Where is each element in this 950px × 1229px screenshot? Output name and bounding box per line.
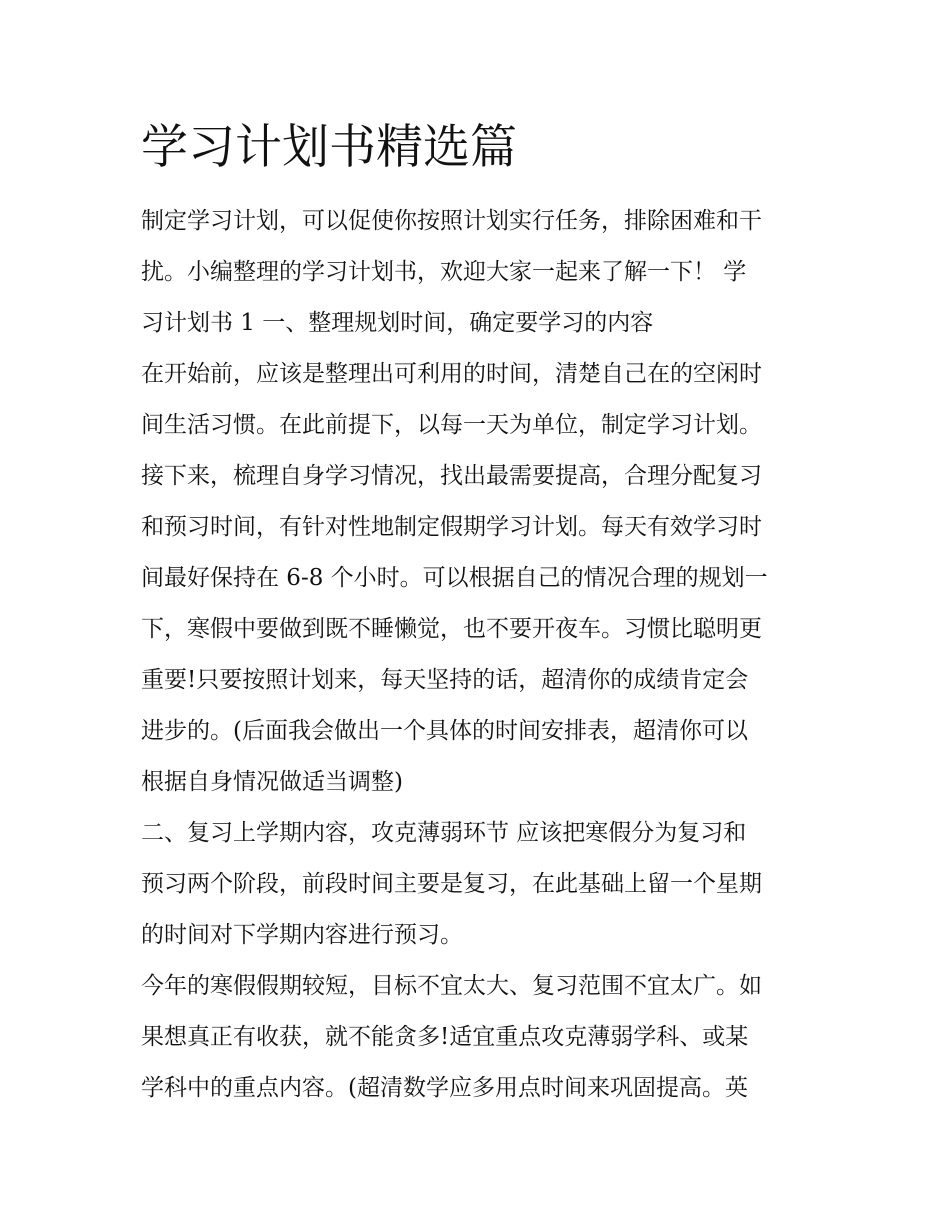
body-line: 的时间对下学期内容进行预习。	[141, 922, 463, 948]
body-line: 和预习时间，有针对性地制定假期学习计划。每天有效学习时	[141, 514, 762, 540]
body-line: 根据自身情况做适当调整)	[141, 769, 403, 795]
body-line: 进步的。(后面我会做出一个具体的时间安排表，超清你可以	[141, 718, 748, 744]
body-line: 重要!只要按照计划来，每天坚持的话，超清你的成绩肯定会	[141, 667, 749, 693]
body-line: 下，寒假中要做到既不睡懒觉，也不要开夜车。习惯比聪明更	[141, 616, 762, 642]
body-line: 学科中的重点内容。(超清数学应多用点时间来巩固提高。英	[141, 1075, 748, 1101]
document-title: 学习计划书精选篇	[141, 120, 517, 175]
body-line: 预习两个阶段，前段时间主要是复习，在此基础上留一个星期	[141, 871, 762, 897]
body-line: 接下来，梳理自身学习情况，找出最需要提高，合理分配复习	[141, 463, 762, 489]
body-line: 制定学习计划，可以促使你按照计划实行任务，排除困难和干	[141, 208, 762, 234]
body-line: 习计划书 1 一、整理规划时间，确定要学习的内容	[141, 310, 654, 336]
body-line: 间生活习惯。在此前提下，以每一天为单位，制定学习计划。	[141, 412, 762, 438]
body-line: 扰。小编整理的学习计划书，欢迎大家一起来了解一下！ 学	[141, 259, 747, 285]
body-line: 二、复习上学期内容，攻克薄弱环节 应该把寒假分为复习和	[141, 820, 747, 846]
body-line: 今年的寒假假期较短，目标不宜太大、复习范围不宜太广。如	[141, 973, 762, 999]
body-line: 间最好保持在 6-8 个小时。可以根据自己的情况合理的规划一	[141, 565, 768, 591]
body-line: 果想真正有收获，就不能贪多!适宜重点攻克薄弱学科、或某	[141, 1024, 749, 1050]
body-line: 在开始前，应该是整理出可利用的时间，清楚自己在的空闲时	[141, 361, 762, 387]
